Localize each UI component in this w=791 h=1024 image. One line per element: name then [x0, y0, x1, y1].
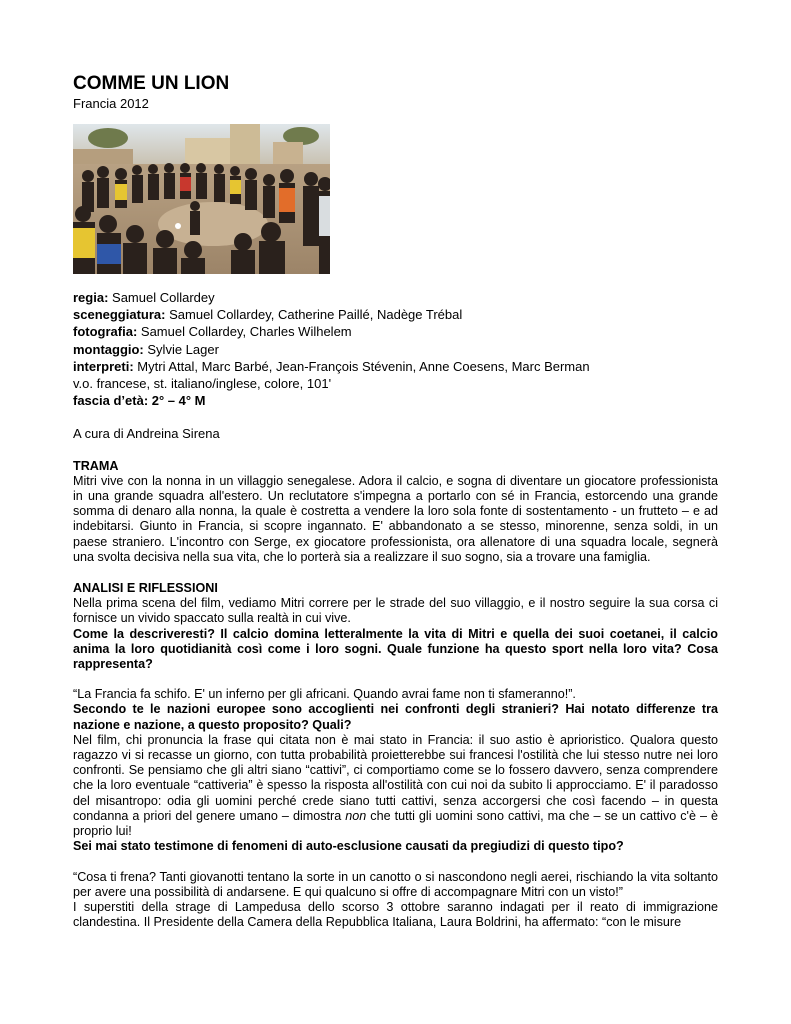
film-title: COMME UN LION	[73, 73, 230, 94]
analisi-question-1: Come la descriveresti? Il calcio domina letteralmente la vita di Mitri e quella dei suoi coetanei, il calcio anima la loro quotidianità così come i loro sogni. Quale funzione ha questo sport nella loro vita? Cosa rappresenta?	[73, 626, 718, 672]
analisi-quote-1: “La Francia fa schifo. E' un inferno per gli africani. Quando avrai fame non ti sfameranno!”.	[73, 687, 576, 702]
film-still-photo	[73, 124, 330, 274]
document-page	[73, 72, 718, 930]
credit-line-editing: montaggio: Sylvie Lager	[73, 341, 219, 357]
analisi-paragraph-3: I superstiti della strage di Lampedusa dello scorso 3 ottobre saranno indagati per il reato di immigrazione clandestina. Il Presidente della Camera della Repubblica Italiana, Laura Boldrini, ha affermato: “con le misure	[73, 899, 718, 930]
analisi-paragraph-1: Nella prima scena del film, vediamo Mitri correre per le strade del suo villaggio, e il nostro seguire la sua corsa ci fornisce un vivido spaccato sulla realtà in cui vive.	[73, 596, 718, 626]
credit-line-photography: fotografia: Samuel Collardey, Charles Wilhelem	[73, 324, 352, 340]
credit-line-screenplay: sceneggiatura: Samuel Collardey, Catherine Paillé, Nadège Trébal	[73, 307, 463, 323]
analisi-paragraph-2: Nel film, chi pronuncia la frase qui citata non è mai stato in Francia: il suo astio è aprioristico. Qualora questo ragazzo vi si recasse un giorno, con tutta probabilità proietterebbe sui francesi l'ostilità che lui stesso nutre nei loro confronti. Se pensiamo che gli altri siano “cattivi”, ci comportiamo come se lo fossero davvero, senza comprendere che la loro eventuale “cattiveria” è spesso la risposta all'ostilità con cui noi da subito li approcciamo. E' il paradosso del misantropo: odia gli uomini perché crede siano tutti cattivi, senza accorgersi che così facendo – in questa condanna a priori del genere umano – dimostra non che tutti gli uomini sono cattivi, ma che – se un cattivo c'è – è proprio lui!	[73, 732, 718, 839]
credit-line-cast: interpreti: Mytri Attal, Marc Barbé, Jean-François Stévenin, Anne Coesens, Marc Berman	[73, 358, 590, 374]
analisi-section	[73, 581, 718, 930]
analisi-question-3: Sei mai stato testimone di fenomeni di auto-esclusione causati da pregiudizi di questo tipo?	[73, 839, 624, 854]
trama-heading: TRAMA	[73, 458, 119, 473]
analisi-heading: ANALISI E RIFLESSIONI	[73, 581, 218, 596]
age-range: fascia d’età: 2° – 4° M	[73, 393, 206, 409]
credit-line-director: regia: Samuel Collardey	[73, 290, 215, 305]
curator-line: A cura di Andreina Sirena	[73, 426, 220, 442]
photo-children-football-circle-icon	[73, 124, 330, 274]
trama-text: Mitri vive con la nonna in un villaggio senegalese. Adora il calcio, e sogna di diventare un giocatore professionista in una grande squadra all'estero. Un reclutatore s'impegna a portarlo con sé in Francia, estorcendo una grande somma di denaro alla nonna, la quale è costretta a vendere la loro sola fonte di sostentamento - un frutteto – e ad indebitarsi. Giunto in Francia, si scopre ingannato. E' abbandonato a se stesso, minorenne, senza soldi, in un paese straniero. L'incontro con Serge, ex giocatore professionista, ora allenatore di una squadra locale, segnerà una svolta decisiva nella sua vita, che lo porterà sia a realizzare il suo sogno, sia a trovare una famiglia.	[73, 473, 718, 564]
trama-section	[73, 459, 718, 565]
analisi-question-2: Secondo te le nazioni europee sono accoglienti nei confronti degli stranieri? Hai notato differenze tra nazione e nazione, a questo proposito? Quali?	[73, 702, 718, 732]
analisi-quote-2: “Cosa ti frena? Tanti giovanotti tentano la sorte in un canotto o si nascondono negli aerei, rischiando la vita soltanto per avere una possibilità di andarsene. E qui qualcuno si offre di accompagnare Mitri con un visto!”	[73, 869, 718, 899]
credits-block	[73, 289, 718, 409]
film-country-year: Francia 2012	[73, 96, 149, 111]
credit-line-version: v.o. francese, st. italiano/inglese, colore, 101'	[73, 376, 332, 392]
